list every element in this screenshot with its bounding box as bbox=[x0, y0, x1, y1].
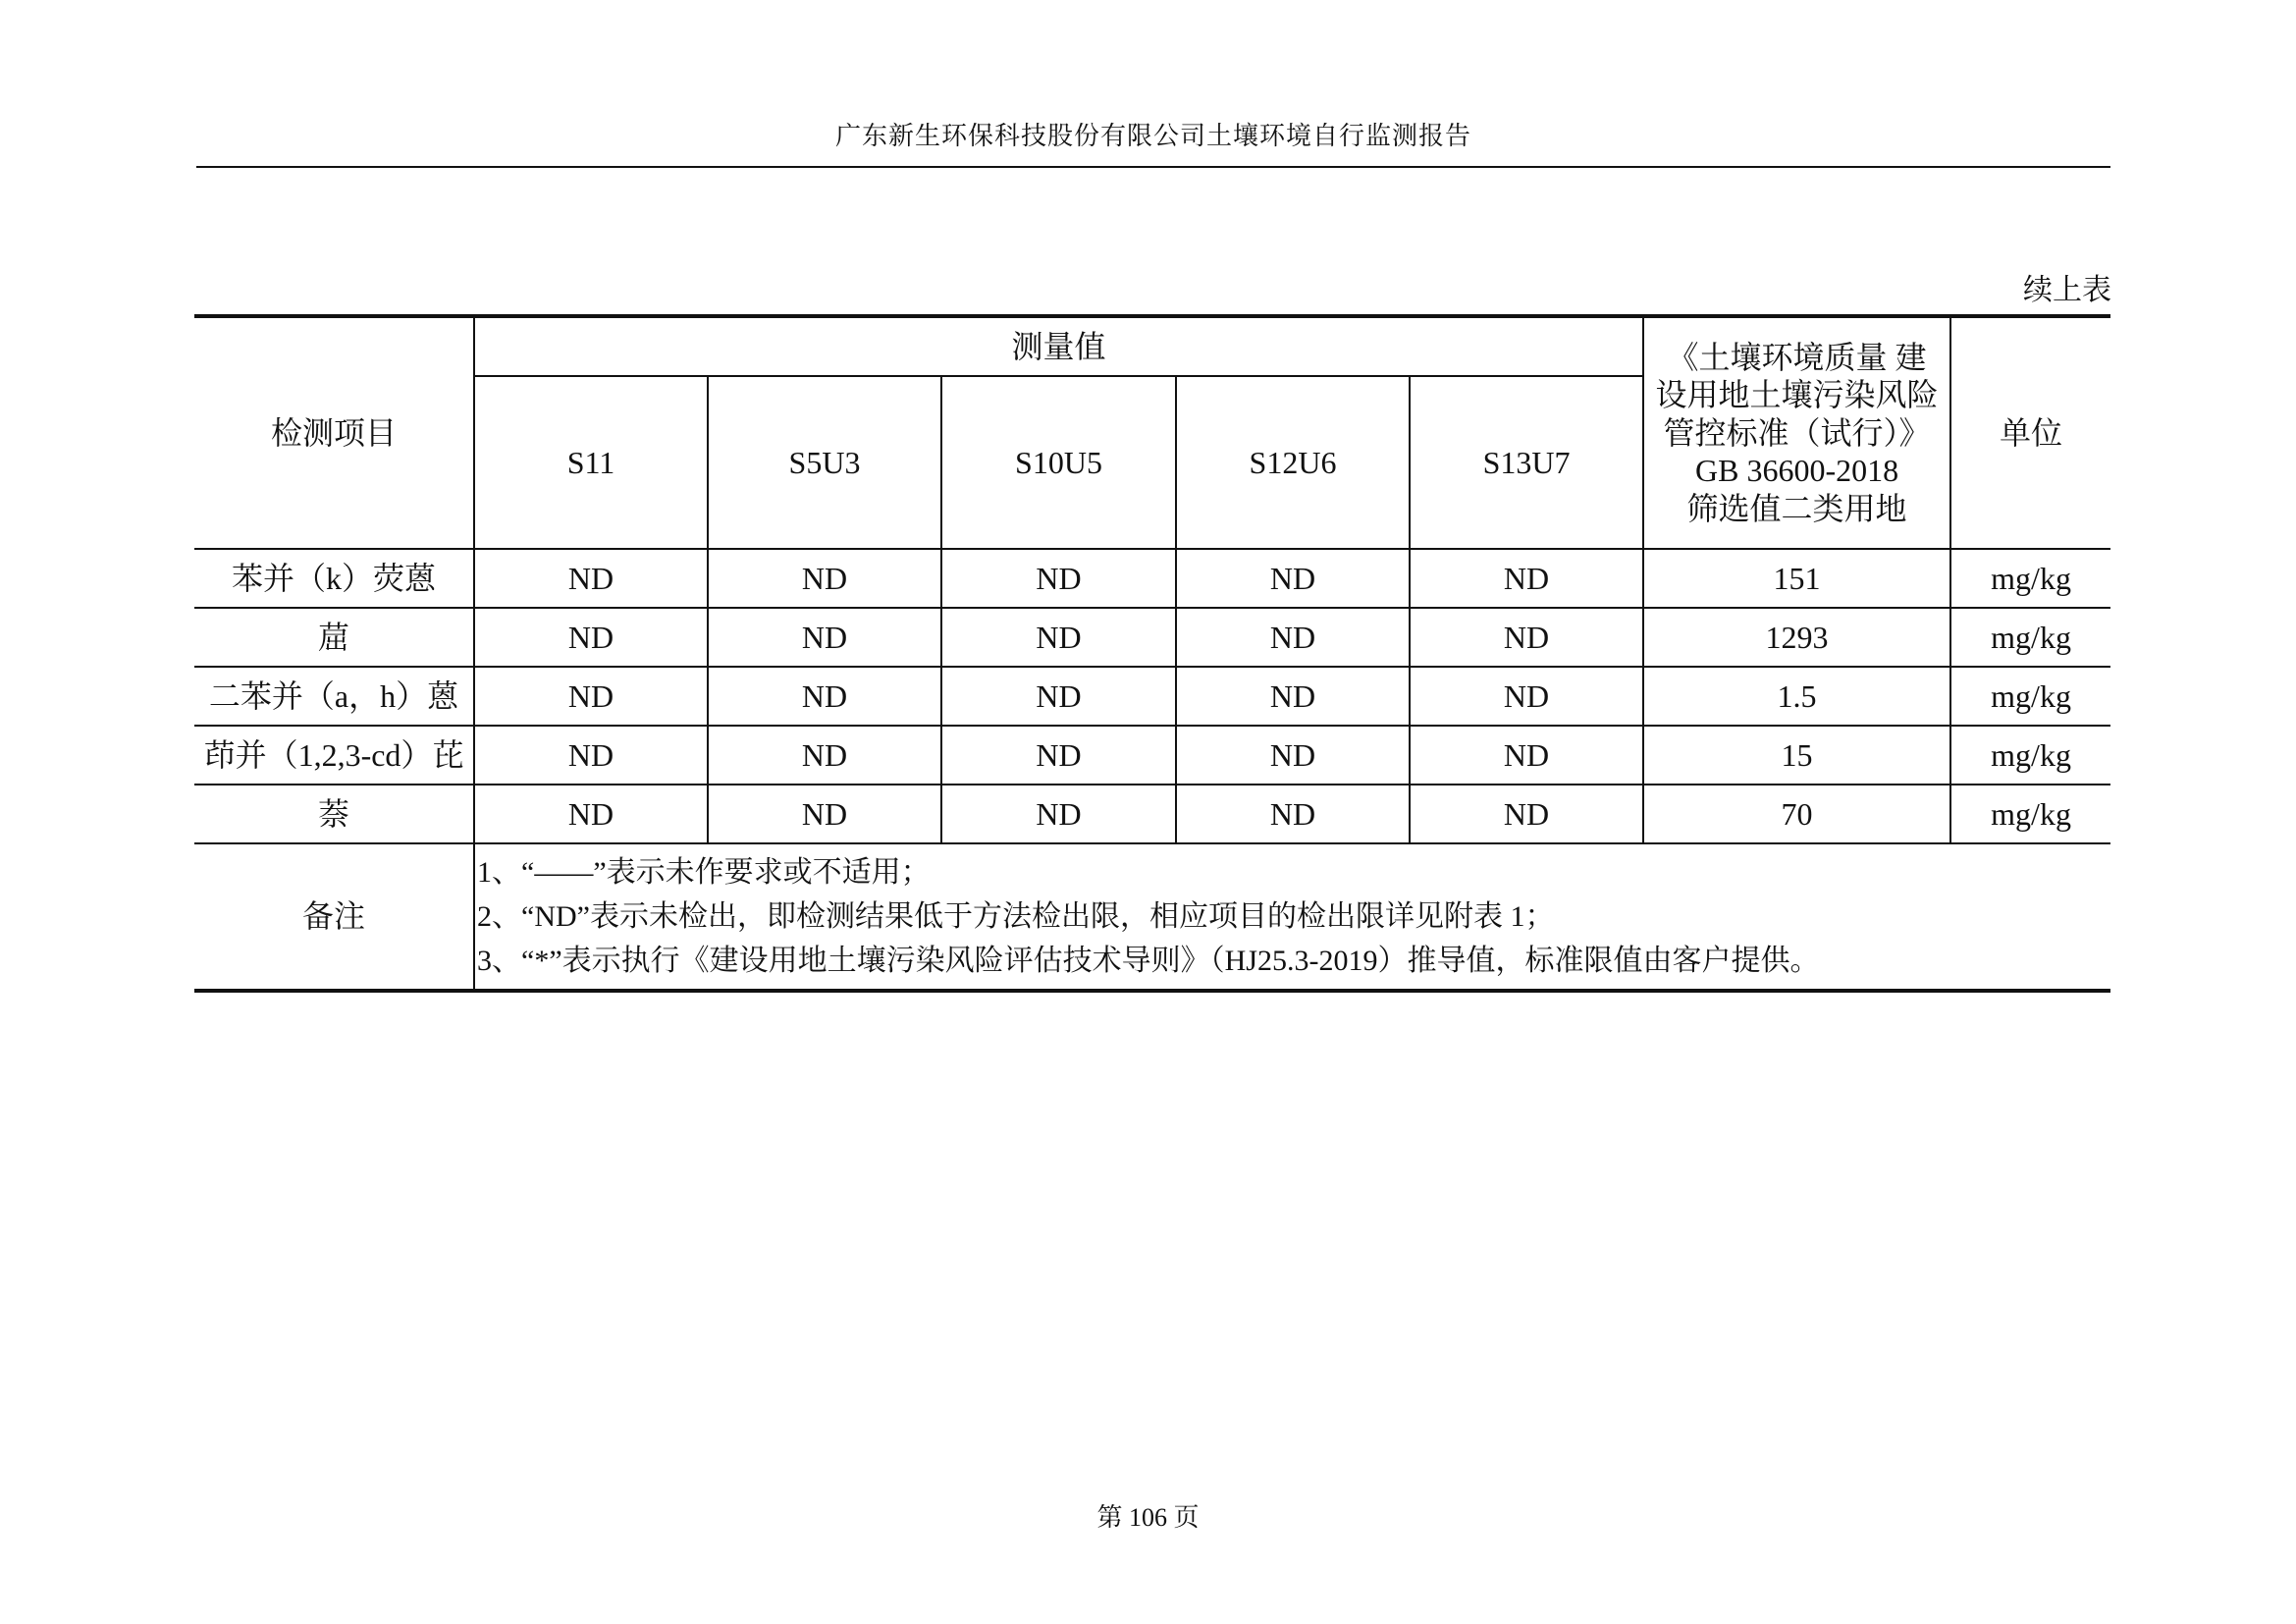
value-cell: ND bbox=[1410, 608, 1643, 667]
notes-label: 备注 bbox=[194, 843, 474, 991]
item-name-cell: 䓛 bbox=[194, 608, 474, 667]
unit-cell: mg/kg bbox=[1950, 726, 2110, 785]
note-line: 1、“——”表示未作要求或不适用； bbox=[477, 856, 931, 889]
report-header-title: 广东新生环保科技股份有限公司土壤环境自行监测报告 bbox=[834, 122, 1471, 150]
standard-header-line: 《土壤环境质量 建 bbox=[1667, 340, 1927, 376]
standard-column-header bbox=[1643, 316, 1950, 549]
standard-value-cell: 151 bbox=[1643, 549, 1950, 608]
table-row bbox=[194, 549, 2110, 608]
value-cell: ND bbox=[1176, 549, 1410, 608]
value-cell: ND bbox=[1176, 726, 1410, 785]
value-cell: ND bbox=[474, 726, 708, 785]
standard-header-line: 设用地土壤污染风险 bbox=[1655, 377, 1939, 413]
table-header-row bbox=[194, 316, 2110, 376]
standard-value-cell: 1.5 bbox=[1643, 667, 1950, 726]
standard-value-cell: 15 bbox=[1643, 726, 1950, 785]
value-cell: ND bbox=[474, 667, 708, 726]
sample-header: S5U3 bbox=[708, 376, 941, 549]
value-cell: ND bbox=[708, 608, 941, 667]
value-cell: ND bbox=[708, 726, 941, 785]
table-row bbox=[194, 667, 2110, 726]
notes-row bbox=[194, 843, 2110, 991]
value-cell: ND bbox=[474, 785, 708, 843]
value-cell: ND bbox=[474, 608, 708, 667]
item-name-cell: 茚并（1,2,3-cd）芘 bbox=[194, 726, 474, 785]
item-name-cell: 二苯并（a，h）蒽 bbox=[194, 667, 474, 726]
standard-header-line: GB 36600-2018 bbox=[1694, 453, 1899, 489]
value-cell: ND bbox=[1410, 549, 1643, 608]
value-cell: ND bbox=[1410, 667, 1643, 726]
standard-value-cell: 1293 bbox=[1643, 608, 1950, 667]
value-cell: ND bbox=[708, 667, 941, 726]
value-cell: ND bbox=[1410, 726, 1643, 785]
page-number: 第 106 页 bbox=[1096, 1503, 1200, 1532]
sample-header: S11 bbox=[474, 376, 708, 549]
value-cell: ND bbox=[941, 785, 1176, 843]
table-row bbox=[194, 785, 2110, 843]
value-cell: ND bbox=[941, 726, 1176, 785]
value-cell: ND bbox=[941, 667, 1176, 726]
item-name-cell: 苯并（k）荧蒽 bbox=[194, 549, 474, 608]
unit-cell: mg/kg bbox=[1950, 667, 2110, 726]
value-cell: ND bbox=[1176, 667, 1410, 726]
monitoring-results-table bbox=[194, 314, 2110, 993]
value-cell: ND bbox=[708, 549, 941, 608]
notes-content bbox=[474, 843, 2110, 991]
sample-header: S13U7 bbox=[1410, 376, 1643, 549]
value-cell: ND bbox=[941, 549, 1176, 608]
value-cell: ND bbox=[1410, 785, 1643, 843]
value-cell: ND bbox=[474, 549, 708, 608]
value-cell: ND bbox=[1176, 608, 1410, 667]
table-row bbox=[194, 608, 2110, 667]
unit-column-header: 单位 bbox=[1950, 316, 2110, 549]
unit-cell: mg/kg bbox=[1950, 549, 2110, 608]
unit-cell: mg/kg bbox=[1950, 785, 2110, 843]
standard-header-line: 管控标准（试行）》 bbox=[1663, 414, 1931, 451]
measured-values-header: 测量值 bbox=[474, 316, 1643, 376]
item-name-cell: 萘 bbox=[194, 785, 474, 843]
standard-value-cell: 70 bbox=[1643, 785, 1950, 843]
item-column-header: 检测项目 bbox=[194, 316, 474, 549]
table-row bbox=[194, 726, 2110, 785]
value-cell: ND bbox=[1176, 785, 1410, 843]
sample-header: S10U5 bbox=[941, 376, 1176, 549]
sample-header: S12U6 bbox=[1176, 376, 1410, 549]
value-cell: ND bbox=[708, 785, 941, 843]
continued-label: 续上表 bbox=[2023, 274, 2111, 306]
note-line: 2、“ND”表示未检出，即检测结果低于方法检出限，相应项目的检出限详见附表 1； bbox=[477, 900, 1555, 933]
header-divider bbox=[196, 166, 2110, 168]
note-line: 3、“*”表示执行《建设用地土壤污染风险评估技术导则》（HJ25.3-2019）推导值，标准限值由客户提供。 bbox=[477, 945, 1820, 977]
unit-cell: mg/kg bbox=[1950, 608, 2110, 667]
standard-header-line: 筛选值二类用地 bbox=[1686, 490, 1907, 526]
value-cell: ND bbox=[941, 608, 1176, 667]
